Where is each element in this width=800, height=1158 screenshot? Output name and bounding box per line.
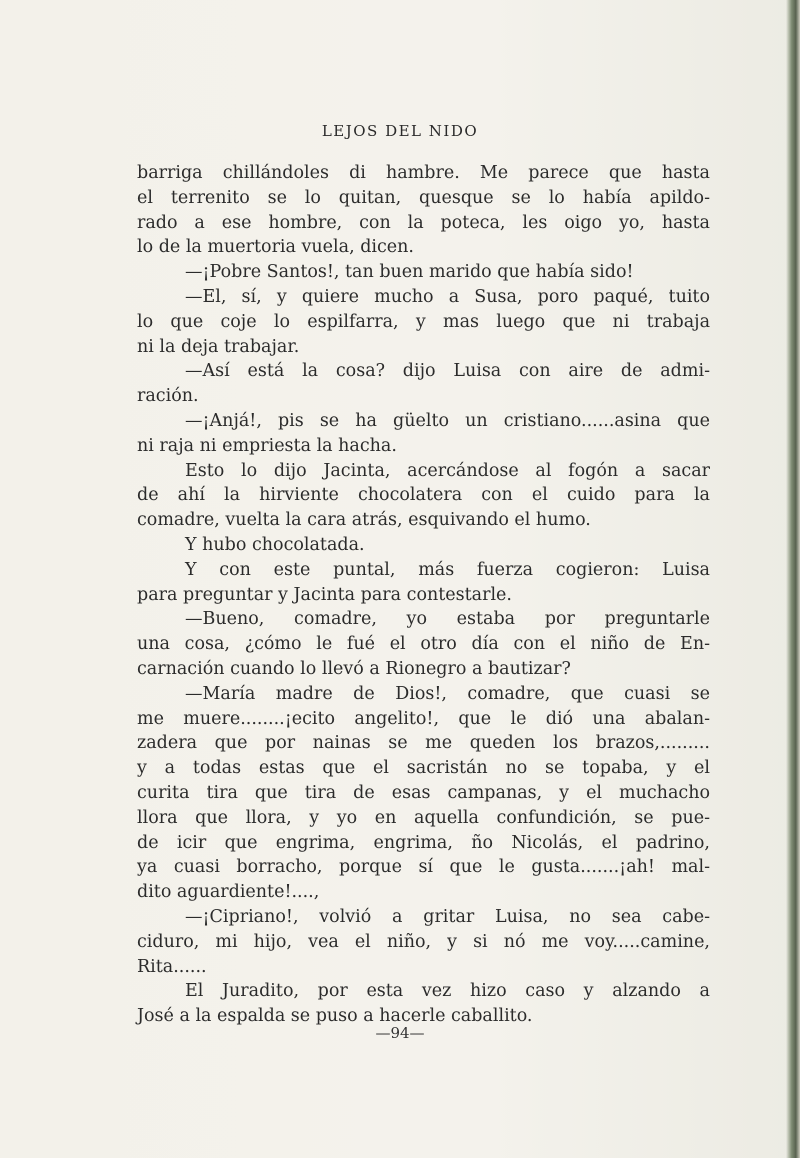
text-line: rado a ese hombre, con la poteca, les oigo yo, hasta xyxy=(137,212,710,233)
text-line: Rita...... xyxy=(137,956,207,977)
text-line: me muere........¡ecito angelito!, que le dió una abalan- xyxy=(137,708,710,729)
text-line: carnación cuando lo llevó a Rionegro a bautizar? xyxy=(137,658,571,679)
text-line: Y hubo chocolatada. xyxy=(185,534,365,555)
text-line: ni la deja trabajar. xyxy=(137,336,300,357)
text-line: comadre, vuelta la cara atrás, esquivando el humo. xyxy=(137,510,591,531)
text-line: llora que llora, y yo en aquella confundición, se pue- xyxy=(137,807,710,828)
text-line: dito aguardiente!...., xyxy=(137,882,320,903)
text-line: ración. xyxy=(137,386,199,407)
text-line: —María madre de Dios!, comadre, que cuasi se xyxy=(185,683,710,704)
text-line: —El, sí, y quiere mucho a Susa, poro paqué, tuito xyxy=(185,286,710,307)
page-edge xyxy=(786,0,800,1158)
text-line: —Bueno, comadre, yo estaba por preguntarle xyxy=(185,609,710,630)
text-line: una cosa, ¿cómo le fué el otro día con el niño de En- xyxy=(137,634,710,655)
text-line: —¡Cipriano!, volvió a gritar Luisa, no sea cabe- xyxy=(185,906,710,927)
text-line: barriga chillándoles di hambre. Me parece que hasta xyxy=(137,163,710,183)
text-line: lo de la muertoria vuela, dicen. xyxy=(137,237,414,258)
running-header: LEJOS DEL NIDO xyxy=(321,122,479,140)
page-number: —94— xyxy=(375,1024,425,1042)
text-line: El Juradito, por esta vez hizo caso y alzando a xyxy=(185,981,710,1002)
text-line: zadera que por nainas se me queden los brazos,......... xyxy=(137,733,710,754)
text-line: ciduro, mi hijo, vea el niño, y si nó me voy.....camine, xyxy=(137,931,710,952)
text-line: para preguntar y Jacinta para contestarle. xyxy=(137,584,512,605)
text-line: y a todas estas que el sacristán no se topaba, y el xyxy=(137,758,710,779)
text-line: ni raja ni empriesta la hacha. xyxy=(137,435,397,456)
text-line: Esto lo dijo Jacinta, acercándose al fogón a sacar xyxy=(185,460,710,481)
text-line: Y con este puntal, más fuerza cogieron: Luisa xyxy=(185,559,710,580)
text-line: el terrenito se lo quitan, quesque se lo había apildo- xyxy=(137,187,710,208)
body-text xyxy=(137,161,710,1029)
text-line: José a la espalda se puso a hacerle caballito. xyxy=(137,1006,533,1027)
text-line: de ahí la hirviente chocolatera con el cuido para la xyxy=(137,485,710,506)
text-line: ya cuasi borracho, porque sí que le gusta.......¡ah! mal- xyxy=(137,857,710,878)
text-line: de icir que engrima, engrima, ño Nicolás, el padrino, xyxy=(137,832,710,853)
text-line: curita tira que tira de esas campanas, y el muchacho xyxy=(137,782,710,803)
text-line: —¡Pobre Santos!, tan buen marido que había sido! xyxy=(185,262,634,283)
text-line: —¡Anjá!, pis se ha güelto un cristiano......asina que xyxy=(185,410,710,431)
text-line: —Así está la cosa? dijo Luisa con aire de admi- xyxy=(185,361,710,382)
text-line: lo que coje lo espilfarra, y mas luego que ni trabaja xyxy=(137,311,710,332)
